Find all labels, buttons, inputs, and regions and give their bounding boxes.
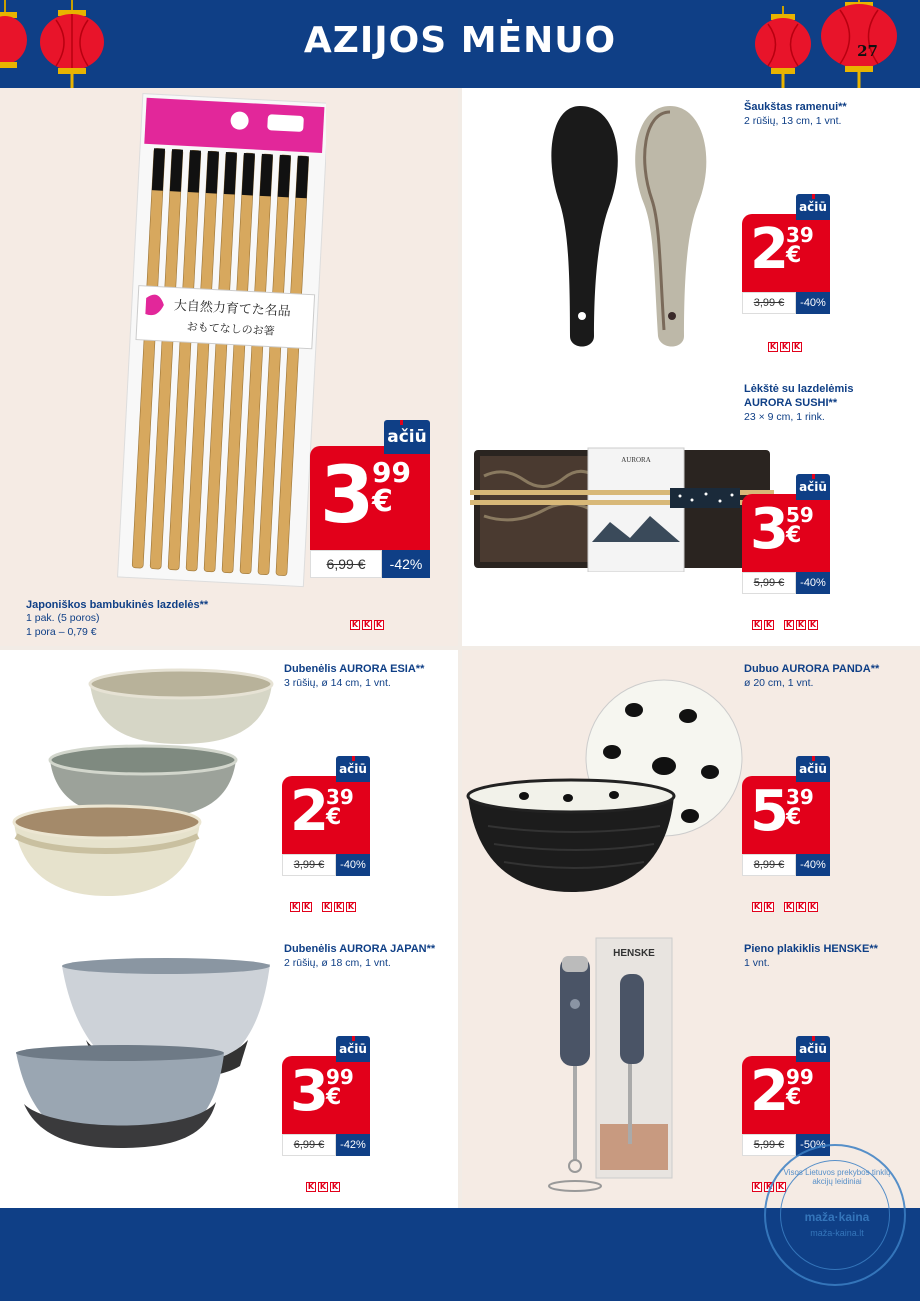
store-icon: K (781, 342, 789, 351)
store-icon: K (331, 1182, 339, 1191)
product-title: Dubenėlis AURORA ESIA** (284, 663, 425, 675)
store-icons (290, 902, 356, 912)
discount-badge: -40% (796, 854, 830, 876)
store-icons (768, 342, 802, 352)
product-description: 1 vnt. (744, 957, 770, 969)
brand-badge: ačiū (796, 1036, 830, 1062)
page-number: 27 (857, 42, 878, 60)
chopsticks-pack-image (116, 92, 326, 592)
price-box (742, 214, 830, 292)
price-decimal: 99 (372, 456, 411, 489)
store-icon: K (323, 902, 331, 911)
discount-badge: -40% (796, 572, 830, 594)
old-price: 6,99 € (282, 1134, 336, 1156)
product-description: 1 pak. (5 poros) 1 pora – 0,79 € (26, 612, 100, 638)
watermark-stamp (764, 1144, 906, 1286)
product-description: 2 rūšių, ø 18 cm, 1 vnt. (284, 957, 391, 969)
price-decimal: 39 (786, 785, 814, 809)
price-decimal: 99 (786, 1065, 814, 1089)
price-integer: 2 (750, 1059, 789, 1124)
price-integer: 3 (290, 1059, 329, 1124)
price-currency: € (786, 523, 802, 548)
price-currency: € (372, 484, 393, 519)
price-box (742, 776, 830, 854)
discount-badge: -42% (336, 1134, 370, 1156)
stamp-logo: maža·kaina (804, 1210, 870, 1224)
store-icon: K (809, 902, 817, 911)
old-price: 5,99 € (742, 572, 796, 594)
price-box (742, 1056, 830, 1134)
page-title: AZIJOS MĖNUO (303, 20, 617, 61)
store-icon: K (785, 902, 793, 911)
store-icon: K (785, 620, 793, 629)
product-description: 2 rūšių, 13 cm, 1 vnt. (744, 115, 842, 127)
price-integer: 2 (750, 217, 789, 282)
store-icon: K (765, 902, 773, 911)
price-box (282, 776, 370, 854)
brand-badge: ačiū (384, 420, 430, 454)
price-decimal: 39 (786, 223, 814, 247)
package-label: 大自然力育てた名品 (173, 298, 292, 320)
price-box (742, 494, 830, 572)
product-title: Šaukštas ramenui** (744, 101, 847, 113)
stamp-site: maža-kaina.lt (810, 1228, 864, 1238)
product-title: Dubuo AURORA PANDA** (744, 663, 880, 675)
store-icon: K (335, 902, 343, 911)
sushi-plate-image (470, 446, 774, 572)
store-icon: K (347, 902, 355, 911)
milk-frother-image (544, 934, 674, 1196)
discount-badge: -40% (336, 854, 370, 876)
old-price: 3,99 € (742, 292, 796, 314)
store-icon: K (797, 620, 805, 629)
product-title: Pieno plakiklis HENSKE** (744, 943, 878, 955)
store-icons (752, 902, 818, 912)
brand-badge: ačiū (336, 1036, 370, 1062)
store-icon: K (797, 902, 805, 911)
store-icon: K (777, 1182, 785, 1191)
price-currency: € (786, 243, 802, 268)
lantern-icon (752, 6, 814, 96)
store-icon: K (303, 902, 311, 911)
product-description: ø 20 cm, 1 vnt. (744, 677, 814, 689)
store-icon: K (753, 902, 761, 911)
discount-badge: -50% (796, 1134, 830, 1156)
store-icon: K (291, 902, 299, 911)
store-icon: K (375, 620, 383, 629)
price-box (282, 1056, 370, 1134)
product-description: 23 × 9 cm, 1 rink. (744, 411, 825, 423)
store-icon: K (765, 1182, 773, 1191)
price-integer: 3 (320, 451, 375, 541)
product-title: Japoniškos bambukinės lazdelės** (26, 599, 209, 611)
product-title: Lėkštė su lazdelėmis AURORA SUSHI** (744, 383, 854, 409)
price-currency: € (786, 805, 802, 830)
store-icon: K (793, 342, 801, 351)
price-integer: 5 (750, 779, 789, 844)
package-brand: HENSKE (613, 948, 655, 959)
price-currency: € (326, 1085, 342, 1110)
store-icons (752, 620, 818, 630)
price-decimal: 99 (326, 1065, 354, 1089)
price-integer: 3 (750, 497, 789, 562)
package-brand: AURORA (621, 456, 651, 464)
price-currency: € (786, 1085, 802, 1110)
price-box (310, 446, 430, 550)
product-description: 3 rūšių, ø 14 cm, 1 vnt. (284, 677, 391, 689)
ramen-spoons-image (540, 100, 720, 354)
price-decimal: 39 (326, 785, 354, 809)
price-currency: € (326, 805, 342, 830)
store-icon: K (753, 620, 761, 629)
store-icon: K (351, 620, 359, 629)
product-title: Dubenėlis AURORA JAPAN** (284, 943, 436, 955)
discount-badge: -42% (382, 550, 430, 578)
brand-badge: ačiū (796, 474, 830, 500)
store-icon: K (769, 342, 777, 351)
store-icons (350, 620, 384, 630)
package-sublabel: おもてなしのお箸 (186, 320, 275, 338)
page-header (0, 0, 920, 88)
discount-badge: -40% (796, 292, 830, 314)
price-integer: 2 (290, 779, 329, 844)
stamp-ring-text: Visos Lietuvos prekybos tinklų akcijų leidiniai (783, 1168, 891, 1186)
brand-badge: ačiū (796, 194, 830, 220)
store-icon: K (765, 620, 773, 629)
old-price: 5,99 € (742, 1134, 796, 1156)
old-price: 6,99 € (310, 550, 382, 578)
store-icon: K (319, 1182, 327, 1191)
brand-badge: ačiū (336, 756, 370, 782)
old-price: 3,99 € (282, 854, 336, 876)
store-icon: K (363, 620, 371, 629)
lantern-icon (36, 0, 108, 96)
store-icon: K (809, 620, 817, 629)
store-icon: K (307, 1182, 315, 1191)
japan-bowls-image (12, 956, 276, 1152)
brand-badge: ačiū (796, 756, 830, 782)
esia-bowls-image (10, 660, 280, 916)
panda-bowl-image (464, 676, 744, 902)
old-price: 8,99 € (742, 854, 796, 876)
store-icons (306, 1182, 340, 1192)
store-icon: K (753, 1182, 761, 1191)
lantern-icon (0, 0, 30, 80)
price-decimal: 59 (786, 503, 814, 527)
